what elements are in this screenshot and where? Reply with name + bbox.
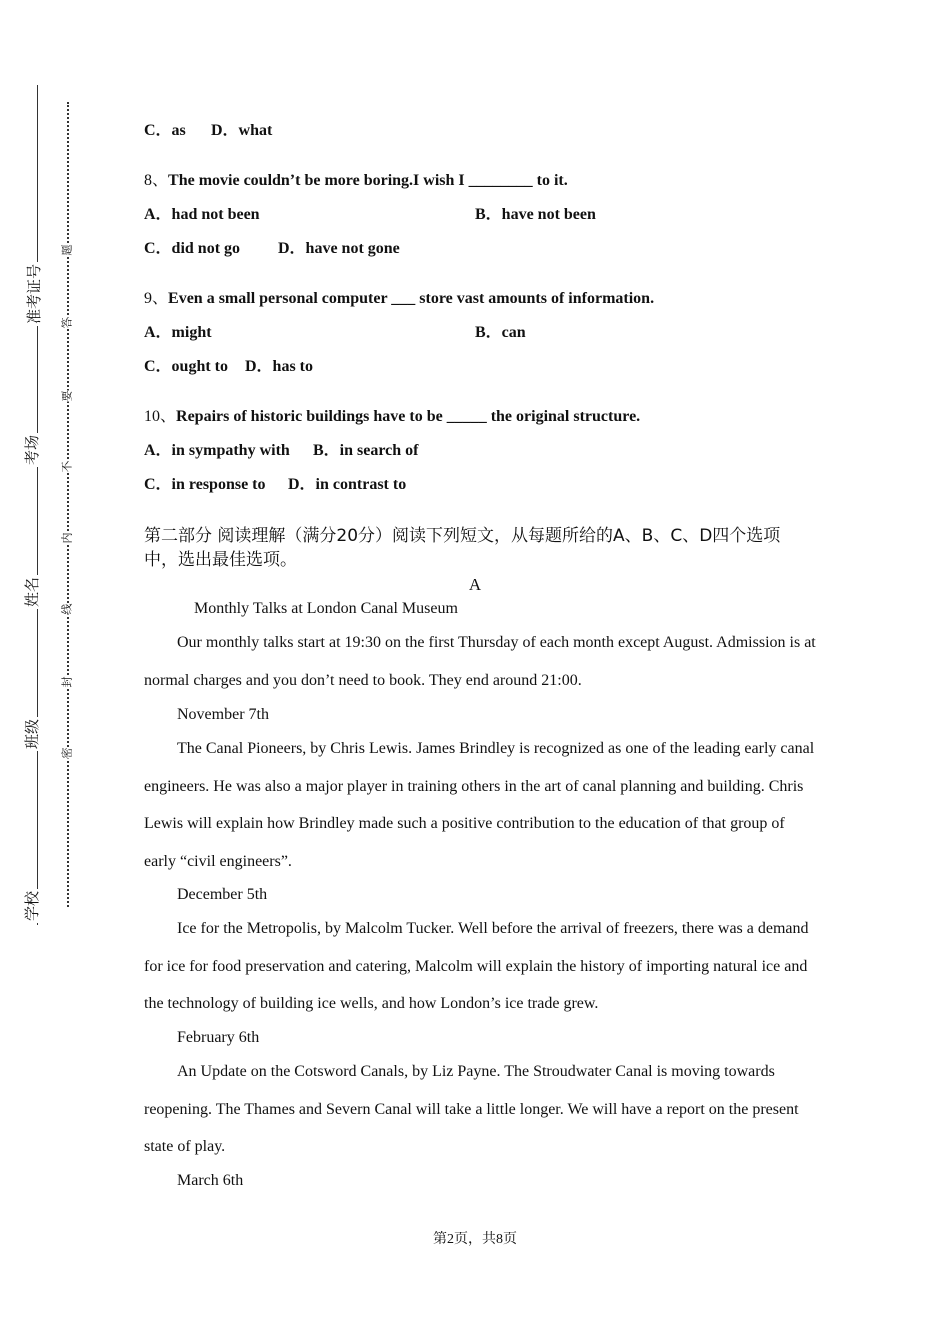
seal-char: 要 xyxy=(60,390,74,402)
seal-char: 封 xyxy=(60,676,74,688)
q10-option-a: A．in sympathy with xyxy=(144,442,290,459)
binding-label-school: 学校 xyxy=(23,890,42,922)
binding-label-name: 姓名 xyxy=(23,576,42,608)
binding-solid-line xyxy=(37,85,38,925)
talk-date: March 6th xyxy=(177,1172,244,1189)
talk-description: The Canal Pioneers, by Chris Lewis. James Brindley is recognized as one of the leading early canal engineers. He was also a major player in training others in the art of canal planning and building. Chris Lewis will explain how Brindley made such a positive contribution to the education of that group of early “civil engineers”. xyxy=(144,740,815,870)
binding-label-class: 班级 xyxy=(23,718,42,750)
question-number: 8、 xyxy=(144,172,169,189)
q8-option-d: D．have not gone xyxy=(278,240,400,257)
question-8-stem xyxy=(144,171,568,191)
question-10-stem xyxy=(144,407,640,427)
question-number: 10、 xyxy=(144,408,177,425)
seal-char: 内 xyxy=(60,532,74,544)
binding-label-exam-number: 准考证号 xyxy=(25,263,44,325)
question-text: Even a small personal computer ___ store vast amounts of information. xyxy=(168,290,655,307)
q10-option-d: D．in contrast to xyxy=(288,476,407,493)
q10-option-c: C．in response to xyxy=(144,476,266,493)
talk-date: November 7th xyxy=(177,706,269,723)
question-text: The movie couldn’t be more boring.I wish I ________ to it. xyxy=(168,172,568,189)
talk-date: December 5th xyxy=(177,886,268,903)
seal-char: 题 xyxy=(60,244,74,256)
q9-option-b: B．can xyxy=(475,324,526,341)
q8-option-a: A．had not been xyxy=(144,206,260,223)
binding-label-exam-room: 考场 xyxy=(23,434,42,466)
seal-char: 答 xyxy=(60,317,74,329)
passage-letter: A xyxy=(468,575,482,594)
talk-date: February 6th xyxy=(177,1029,260,1046)
seal-char: 密 xyxy=(60,747,74,759)
q9-option-a: A．might xyxy=(144,324,212,341)
page-footer: 第2页，共8页 xyxy=(433,1232,517,1247)
talk-description: An Update on the Cotsword Canals, by Liz Payne. The Stroudwater Canal is moving towards reopening. The Thames and Severn Canal will take a little longer. We will have a report on the present state of play. xyxy=(144,1063,799,1155)
talk-description: Ice for the Metropolis, by Malcolm Tucker. Well before the arrival of freezers, there was a demand for ice for food preservation and catering, Malcolm will explain the history of importing natural ice and the technology of building ice wells, and how London’s ice trade grew. xyxy=(144,920,809,1012)
question-text: Repairs of historic buildings have to be _____ the original structure. xyxy=(176,408,641,425)
q10-option-b: B．in search of xyxy=(313,442,419,459)
q7-option-c: C．as xyxy=(144,122,186,139)
passage-title: Monthly Talks at London Canal Museum xyxy=(194,600,458,617)
q9-option-d: D．has to xyxy=(245,358,314,375)
seal-char: 不 xyxy=(60,461,74,473)
question-9-stem xyxy=(144,289,654,309)
question-number: 9、 xyxy=(144,290,169,307)
seal-char: 线 xyxy=(60,603,74,615)
section-heading: 第二部分 阅读理解（满分20分）阅读下列短文，从每题所给的A、B、C、D四个选项中，选出最佳选项。 xyxy=(144,526,781,570)
passage-intro: Our monthly talks start at 19:30 on the first Thursday of each month except August. Admission is at normal charges and you don’t need to book. They end around 21:00. xyxy=(144,634,816,689)
q9-option-c: C．ought to xyxy=(144,358,229,375)
q7-option-d: D．what xyxy=(211,122,273,139)
binding-dotted-line xyxy=(67,102,69,907)
q8-option-c: C．did not go xyxy=(144,240,241,257)
q8-option-b: B．have not been xyxy=(475,206,596,223)
